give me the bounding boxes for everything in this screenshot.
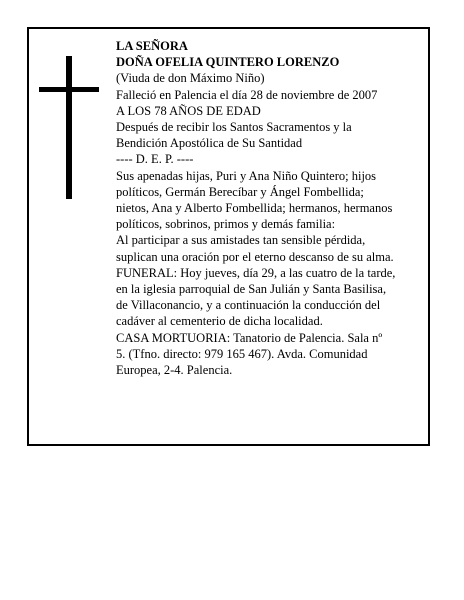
widow-of-line: (Viuda de don Máximo Niño) (116, 71, 265, 86)
mortuary-line: CASA MORTUORIA: Tanatorio de Palencia. Sala nº (116, 330, 383, 345)
rip-line: ---- D. E. P. ---- (116, 152, 194, 167)
request-line: Al participar a sus amistades tan sensible pérdida, (116, 233, 366, 248)
funeral-line: en la iglesia parroquial de San Julián y Santa Basilisa, (116, 282, 387, 297)
funeral-line: FUNERAL: Hoy jueves, día 29, a las cuatro de la tarde, (116, 265, 396, 280)
family-paragraph (116, 168, 421, 233)
sacraments-paragraph (116, 119, 421, 151)
family-line: Sus apenadas hijas, Puri y Ana Niño Quintero; hijos (116, 168, 377, 183)
funeral-line: de Villaconancio, y a continuación la conducción del (116, 298, 381, 313)
mortuary-line: 5. (Tfno. directo: 979 165 467). Avda. Comunidad (116, 346, 368, 361)
sacraments-line: Bendición Apostólica de Su Santidad (116, 136, 303, 151)
family-line: políticos, sobrinos, primos y demás familia: (116, 217, 336, 232)
funeral-line: cadáver al cementerio de dicha localidad. (116, 314, 323, 329)
deceased-name: DOÑA OFELIA QUINTERO LORENZO (116, 55, 340, 70)
sacraments-line: Después de recibir los Santos Sacramentos y la (116, 120, 352, 135)
death-line: Falleció en Palencia el día 28 de noviembre de 2007 (116, 87, 378, 102)
family-line: políticos, Germán Berecíbar y Ángel Fombellida; (116, 184, 364, 199)
latin-cross-icon (39, 56, 99, 199)
request-line: suplican una oración por el eterno descanso de su alma. (116, 249, 394, 264)
request-paragraph (116, 232, 421, 264)
cross-vertical-bar (66, 56, 72, 199)
mortuary-line: Europea, 2-4. Palencia. (116, 363, 233, 378)
obituary-notice (27, 27, 430, 446)
mortuary-paragraph (116, 330, 421, 379)
family-line: nietos, Ana y Alberto Fombellida; hermanos, hermanos (116, 201, 393, 216)
cross-horizontal-bar (39, 87, 99, 92)
notice-text (116, 38, 421, 378)
notice-title: LA SEÑORA (116, 39, 188, 53)
funeral-paragraph (116, 265, 421, 330)
age-line: A LOS 78 AÑOS DE EDAD (116, 103, 261, 118)
